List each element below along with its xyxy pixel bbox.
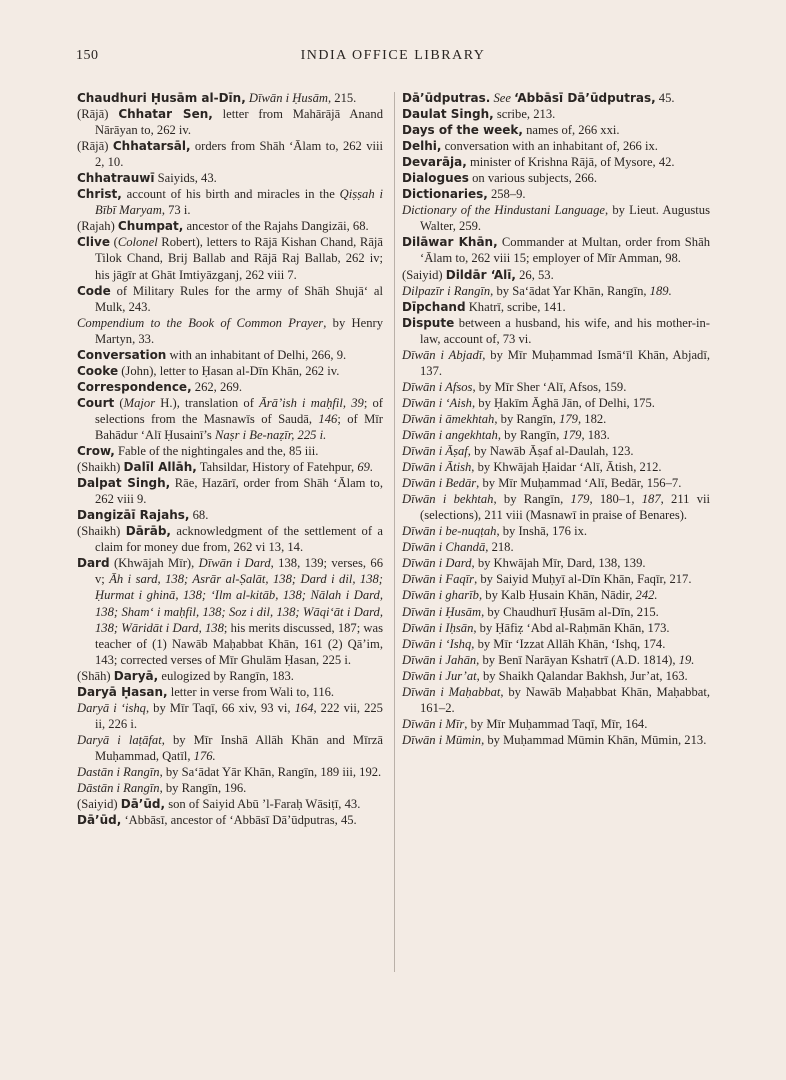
entry-heading: Crow, [77, 444, 115, 459]
index-entry [402, 234, 710, 266]
entry-text: , by Shaikh Qalandar Bakhsh, Jur’at, 163. [476, 668, 688, 683]
entry-text: acknowledgment of the settlement of a claim for money due from, 262 vi 13, 14. [95, 524, 383, 555]
entry-heading: Dard [77, 556, 110, 571]
entry-text: Khatrī, scribe, 141. [465, 299, 566, 314]
entry-heading: Cooke [77, 363, 119, 378]
entry-text: Fable of the nightingales and the, 85 iii. [114, 444, 319, 459]
index-entry [77, 138, 383, 170]
entry-text: of Military Rules for the army of Shāh Shujā‘ al Mulk, 243. [95, 283, 383, 314]
entry-title-italic: 179 [562, 427, 582, 442]
entry-text: , by Mīr Muḥammad Ismā‘īl Khān, Abjadī, 137. [420, 347, 710, 378]
index-column-right [402, 90, 710, 748]
entry-text: ( [110, 235, 118, 250]
entry-heading: Correspondence, [77, 379, 192, 394]
entry-text: , by Sa‘ādat Yar Khān, Rangīn, [490, 283, 650, 298]
entry-heading: Dā’ūd, [77, 813, 122, 828]
running-title: INDIA OFFICE LIBRARY [300, 48, 486, 63]
entry-title-italic: Daryā i laṭāfat [77, 732, 162, 747]
index-entry [402, 347, 710, 379]
entry-title-italic: Major [123, 395, 156, 410]
entry-heading: Daryā, [113, 668, 159, 683]
entry-text: son of Saiyid Abū ’l-Faraḥ Wāsiṭī, 43. [165, 797, 361, 812]
entry-heading: Dangizāī Rajahs, [77, 508, 190, 523]
entry-text: , by Rangīn, [493, 492, 571, 507]
entry-text: Rāe, Hazārī, order from Shāh ‘Ālam to, 262 viii 9. [95, 476, 383, 507]
entry-title-italic: Dīwān i Ātish [402, 460, 472, 475]
entry-heading: Christ, [77, 187, 122, 202]
index-entry [402, 732, 710, 748]
index-entry [402, 443, 710, 459]
entry-heading: Conversation [77, 347, 167, 362]
entry-title-italic: Dīwān i Mūmin [402, 732, 482, 747]
entry-title-italic: 69. [357, 460, 374, 475]
entry-title-italic: 146 [318, 411, 338, 426]
index-entry [77, 347, 383, 363]
entry-title-italic: Dīwān i angekhtah [402, 427, 498, 442]
entry-title-italic: Qiṣṣah i Bībī Maryam [95, 187, 383, 218]
entry-text: , by Benī Narāyan Kshatrī (A.D. 1814), [476, 652, 679, 667]
index-entry [402, 267, 710, 283]
entry-text: , 138, 139; verses, 66 v; [95, 556, 383, 587]
index-entry [402, 283, 710, 299]
entry-text: , by Khwājah Mīr, Dard, 138, 139. [471, 556, 646, 571]
entry-text: , by Henry Martyn, 33. [95, 315, 383, 346]
entry-heading: Dīpchand [402, 299, 466, 314]
entry-text: , by Khwājah Ḥaidar ‘Alī, Ātish, 212. [471, 460, 662, 475]
entry-title-italic: Dīwān i Ḥusām [248, 91, 328, 105]
entry-title-italic: Dīwān i āmekhtah [402, 411, 495, 426]
index-entry [402, 571, 710, 587]
index-entry [77, 218, 383, 234]
entry-title-italic: 187 [641, 492, 661, 507]
entry-heading: Dalpat Singh, [77, 476, 171, 491]
index-entry [402, 475, 710, 491]
entry-title-italic: 189. [649, 283, 672, 298]
entry-text: , by Mīr Inshā Allāh Khān and Mīrzā Muḥammad, Qatīl, [95, 732, 383, 763]
entry-text: , by Sa‘ādat Yār Khān, Rangīn, 189 iii, 192. [159, 764, 382, 779]
entry-heading: Chhatarsāl, [112, 139, 191, 154]
index-entry [77, 90, 383, 106]
entry-text: , 215. [327, 91, 357, 105]
index-entry [77, 475, 383, 507]
index-entry [77, 395, 383, 443]
entry-title-italic: Dastān i Rangīn [77, 764, 160, 779]
entry-heading: Dispute [402, 315, 455, 330]
index-entry [402, 299, 710, 315]
entry-text: Tahsildar, History of Fatehpur, [196, 460, 358, 475]
entry-heading: Chhatar Sen, [118, 107, 213, 122]
index-entry [402, 122, 710, 138]
entry-title-italic: Dīwān i Ḥusām [402, 604, 482, 619]
entry-text: , by Ḥāfiẓ ‘Abd al-Raḥmān Khān, 173. [473, 620, 670, 635]
index-entry [402, 411, 710, 427]
index-entry [402, 636, 710, 652]
entry-title-italic: Dilpazīr i Rangīn [402, 283, 491, 298]
entry-title-italic: 242. [635, 588, 658, 603]
entry-text: ( [114, 395, 124, 410]
entry-title-italic: Dīwān i Maḥabbat [402, 684, 501, 699]
entry-text: names of, 266 xxi. [522, 123, 620, 138]
entry-title-italic: Dāstān i Rangīn [77, 781, 160, 796]
entry-heading: Chhatrauwī [77, 171, 155, 186]
entry-text: , 182. [577, 411, 607, 426]
entry-heading: Days of the week, [402, 123, 523, 138]
entry-heading: Dildār ‘Alī, [445, 267, 516, 282]
index-entry [77, 186, 383, 218]
entry-title-italic: Compendium to the Book of Common Prayer [77, 315, 324, 330]
entry-text: , by Mīr Taqī, 66 xiv, 93 vi, [145, 700, 295, 715]
index-entry [77, 363, 383, 379]
index-entry [402, 154, 710, 170]
entry-text: ; of selections from the Masnawīs of Saudā, [95, 395, 383, 426]
entry-heading: Dārāb, [125, 524, 171, 539]
index-entry [77, 684, 383, 700]
entry-heading: Dalīl Allāh, [123, 460, 197, 475]
entry-title-italic: Dīwān i Āṣaf [402, 444, 468, 459]
index-entry [77, 315, 383, 347]
index-entry [402, 652, 710, 668]
index-entry [77, 780, 383, 796]
entry-heading: Court [77, 395, 115, 410]
entry-heading: Devarāja, [402, 155, 467, 170]
index-entry [77, 700, 383, 732]
entry-text: orders from Shāh ‘Ālam to, 262 viii 2, 10. [95, 139, 383, 170]
index-entry [77, 379, 383, 395]
entry-title-italic: Dīwān i Afsos [402, 379, 473, 394]
entry-text: ; his merits discussed, 187; was teacher of (1) Nawāb Maḥabbat Khān, 161 (2) Qā’im, 143; corrected verses of Mīr Ghulām Ḥasan, 225 i. [95, 620, 383, 667]
index-entry [402, 315, 710, 347]
entry-text: letter in verse from Wali to, 116. [167, 684, 335, 699]
entry-text: 262, 269. [191, 379, 243, 394]
entry-text: with an inhabitant of Delhi, 266, 9. [166, 347, 347, 362]
entry-title-italic: Dīwān i Jur’at [402, 668, 477, 683]
index-entry [402, 555, 710, 571]
entry-heading: Chumpat, [117, 219, 184, 234]
entry-text: between a husband, his wife, and his mother-in-law, account of, 73 vi. [420, 315, 710, 346]
page-header [0, 48, 786, 68]
entry-heading: Delhi, [402, 139, 442, 154]
entry-text: (Khwājah Mīr), [109, 556, 199, 571]
entry-text: Commander at Multan, order from Shāh ‘Ālam to, 262 viii 15; employer of Mīr Amman, 98. [420, 235, 710, 266]
index-entry [77, 459, 383, 475]
entry-text: ancestor of the Rajahs Dangizāi, 68. [183, 219, 369, 234]
entry-heading: Daryā Ḥasan, [77, 684, 168, 699]
entry-prefix: (Shāh) [77, 668, 114, 683]
entry-text: , by Mīr ‘Izzat Allāh Khān, ‘Ishq, 174. [471, 636, 666, 651]
index-entry [77, 106, 383, 138]
entry-title-italic: Dīwān i be-nuqṭah [402, 524, 497, 539]
page-number: 150 [76, 48, 99, 63]
entry-prefix: (Rājā) [77, 107, 119, 122]
index-entry [402, 684, 710, 716]
index-entry [402, 170, 710, 186]
index-entry [402, 138, 710, 154]
entry-prefix: (Saiyid) [402, 267, 446, 282]
entry-text: minister of Krishna Rājā, of Mysore, 42. [466, 155, 675, 170]
entry-text: eulogized by Rangīn, 183. [158, 668, 294, 683]
entry-title-italic: Dīwān i Jahān [402, 652, 477, 667]
entry-text: 68. [189, 508, 209, 523]
entry-title-italic: Dīwān i bekhtah [402, 492, 494, 507]
entry-text: on various subjects, 266. [468, 171, 597, 186]
entry-text: scribe, 213. [493, 107, 556, 122]
entry-text: , 222 vii, 225 ii, 226 i. [95, 700, 383, 731]
index-entry [77, 507, 383, 523]
entry-title-italic: Dīwān i gharīb [402, 588, 479, 603]
index-entry [402, 604, 710, 620]
index-entry [402, 379, 710, 395]
index-entry [402, 106, 710, 122]
entry-text: , 73 i. [161, 203, 191, 218]
entry-heading: Chaudhuri Ḥusām al-Dīn, [77, 91, 246, 105]
entry-text: , 183. [581, 427, 610, 442]
entry-heading: Dialogues [402, 171, 469, 186]
entry-title-italic: Dīwān i Mīr [402, 716, 465, 731]
entry-text: 45. [655, 91, 675, 105]
entry-heading: Dā’ūd, [120, 797, 166, 812]
index-entry [402, 491, 710, 523]
index-entry [402, 587, 710, 603]
entry-title-italic: Dīwān i ‘Ishq [402, 636, 472, 651]
entry-title-italic: Dīwān i Iḥsān [402, 620, 474, 635]
entry-text: , by Rangīn, [497, 427, 563, 442]
entry-title-italic: Dīwān i Bedār [402, 476, 477, 491]
entry-title-italic: Naṣr i Be-naẓīr, 225 i. [214, 427, 327, 442]
entry-text: , by Nawāb Āṣaf al-Daulah, 123. [467, 444, 634, 459]
index-entry [77, 668, 383, 684]
entry-text: 258–9. [487, 187, 526, 202]
entry-text: ‘Abbāsī, ancestor of ‘Abbāsī Dā’ūdputras, 45. [121, 813, 357, 828]
index-entry [402, 202, 710, 234]
entry-title-italic: Daryā i ‘ishq [77, 700, 146, 715]
index-entry [77, 523, 383, 555]
entry-heading: Dictionaries, [402, 187, 488, 202]
index-entry [402, 539, 710, 555]
entry-prefix: (Shaikh) [77, 524, 126, 539]
entry-text: letter from Mahārājā Anand Nārāyan to, 262 iv. [95, 107, 383, 138]
index-entry [77, 283, 383, 315]
entry-text: , by Muḥammad Mūmin Khān, Mūmin, 213. [481, 732, 707, 747]
entry-title-italic: 19. [678, 652, 695, 667]
index-entry [77, 796, 383, 812]
column-divider [394, 92, 395, 972]
entry-text: ; of Mīr Bahādur ‘Alī Ḥusainī’s [95, 411, 383, 442]
entry-text: (John), letter to Ḥasan al-Dīn Khān, 262 iv. [118, 363, 340, 378]
entry-text: , by Kalb Ḥusain Khān, Nādir, [478, 588, 636, 603]
entry-text: H.), translation of [155, 395, 260, 410]
entry-prefix: (Saiyid) [77, 797, 121, 812]
entry-heading: Dilāwar Khān, [402, 235, 498, 250]
entry-text: , by Inshā, 176 ix. [496, 524, 588, 539]
entry-cross-reference: ‘Abbāsī Dā’ūdputras, [514, 91, 656, 105]
index-entry [402, 90, 710, 106]
entry-heading: Code [77, 283, 111, 298]
entry-prefix: (Shaikh) [77, 460, 124, 475]
index-entry [77, 555, 383, 667]
entry-text: account of his birth and miracles in the [121, 187, 340, 202]
entry-title-italic: Dīwān i ‘Aish [402, 395, 472, 410]
index-entry [77, 812, 383, 828]
entry-text: , by Lieut. Augustus Walter, 259. [420, 203, 710, 234]
entry-title-italic: Ārā’ish i maḥfil, 39 [259, 395, 364, 410]
entry-text: 26, 53. [515, 267, 554, 282]
entry-title-italic: Dīwān i Dard [402, 556, 472, 571]
entry-title-italic: Āh i sard, 138; Asrār al-Ṣalāt, 138; Dard i dil, 138; Ḥurmat i ghinā, 138; ‘Ilm al-kitāb, 138; Nālah i Dard, 138; Sham‘ i maḥfil, 138; Soz i dil, 138; Wāqi‘āt i Dard, 138; Wāridāt i Dard, 138 [95, 572, 383, 635]
entry-text: , by Mīr Muḥammad ‘Alī, Bedār, 156–7. [476, 476, 682, 491]
entry-title-italic: 179 [570, 492, 590, 507]
entry-text: conversation with an inhabitant of, 266 ix. [441, 139, 658, 154]
entry-title-italic: Dīwān i Chandā [402, 540, 486, 555]
entry-text: , by Rangīn, [494, 411, 560, 426]
entry-text: , by Mīr Sher ‘Alī, Afsos, 159. [472, 379, 627, 394]
entry-title-italic: Dīwān i Dard [198, 556, 271, 571]
entry-heading: Daulat Singh, [402, 107, 494, 122]
entry-title-italic: Dīwān i Abjadī [402, 347, 483, 362]
entry-text: Robert), letters to Rājā Kishan Chand, Rājā Tilok Chand, Brij Ballab and Rājā Raj Ballab, 262 iv; his jāgīr at Ghāt Imtiyāzganj, 262 viii 7. [95, 235, 384, 282]
index-entry [402, 716, 710, 732]
entry-text: , by Nawāb Maḥabbat Khān, Maḥabbat, 161–2. [420, 684, 710, 715]
entry-title-italic: 176. [193, 748, 216, 763]
index-entry [402, 620, 710, 636]
entry-prefix: (Rājā) [77, 139, 113, 154]
index-entry [77, 170, 383, 186]
entry-text: , by Ḥakīm Āghā Jān, of Delhi, 175. [471, 395, 655, 410]
index-entry [402, 668, 710, 684]
index-entry [402, 427, 710, 443]
index-entry [402, 459, 710, 475]
entry-text: Saiyids, 43. [154, 171, 217, 186]
entry-heading: Clive [77, 235, 110, 250]
entry-title-italic: Dictionary of the Hindustani Language [402, 203, 605, 218]
entry-title-italic: See [493, 91, 511, 105]
entry-heading: Dā’ūdputras. [402, 91, 491, 105]
entry-title-italic: Colonel [117, 235, 158, 250]
entry-title-italic: Dīwān i Faqīr [402, 572, 475, 587]
entry-text: , 218. [485, 540, 514, 555]
entry-text: , 211 vii (selections), 211 viii (Masnawī in praise of Benares). [420, 492, 711, 523]
index-entry [77, 732, 383, 764]
index-entry [77, 443, 383, 459]
index-entry [402, 523, 710, 539]
index-column-left [77, 90, 383, 828]
entry-text: , by Mīr Muḥammad Taqī, Mīr, 164. [464, 716, 648, 731]
index-entry [77, 234, 383, 282]
entry-prefix: (Rajah) [77, 219, 118, 234]
entry-text: , by Saiyid Muḥyī al-Dīn Khān, Faqīr, 217. [474, 572, 692, 587]
entry-text: , by Rangīn, 196. [159, 781, 247, 796]
index-entry [77, 764, 383, 780]
index-entry [402, 186, 710, 202]
entry-title-italic: 179 [559, 411, 578, 426]
entry-title-italic: 164 [294, 700, 314, 715]
entry-text: , 180–1, [589, 492, 642, 507]
index-entry [402, 395, 710, 411]
entry-text: , by Chaudhurī Ḥusām al-Dīn, 215. [481, 604, 659, 619]
